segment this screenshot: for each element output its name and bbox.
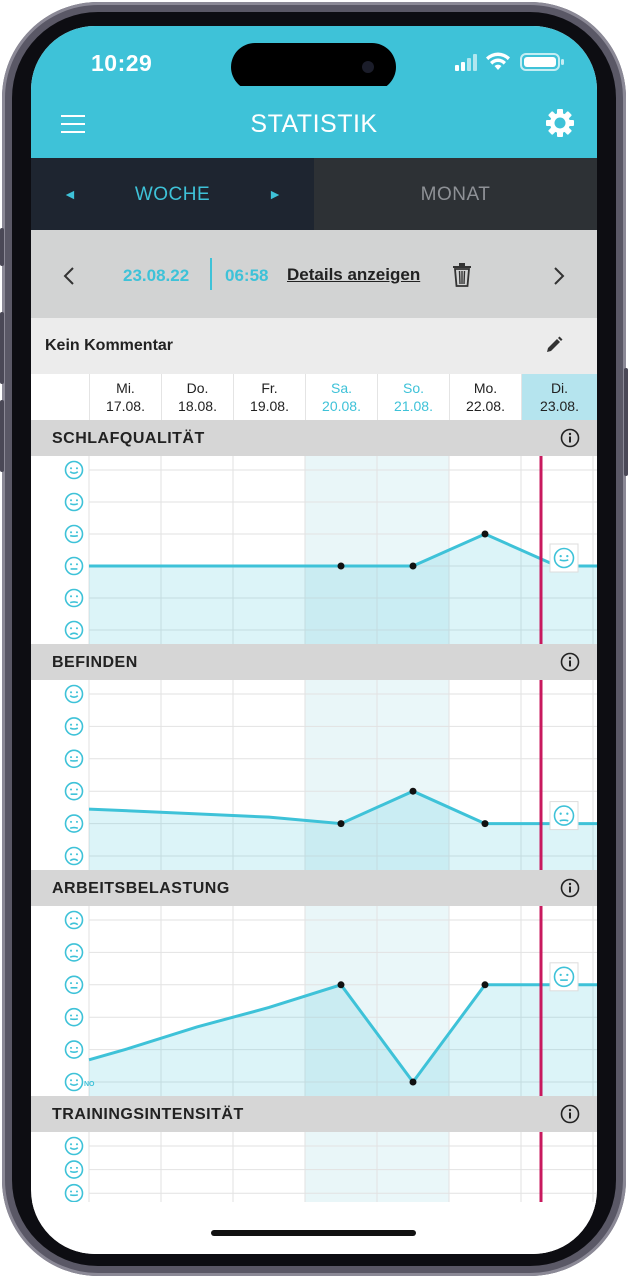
status-bar <box>31 26 597 86</box>
data-point <box>410 788 417 795</box>
day-date: 21.08. <box>394 398 433 414</box>
tab-month-label: MONAT <box>420 184 491 205</box>
section-title: BEFINDEN <box>52 654 138 671</box>
day-column-header <box>233 374 305 420</box>
day-column-header <box>161 374 233 420</box>
series-area <box>89 985 597 1096</box>
day-date: 23.08. <box>540 398 579 414</box>
page-title: STATISTIK <box>250 110 378 138</box>
edit-comment-pencil-icon[interactable] <box>545 336 563 354</box>
gear-icon[interactable] <box>545 108 575 138</box>
chart-svg <box>31 1132 597 1204</box>
status-time: 10:29 <box>91 50 153 76</box>
data-point <box>338 981 345 988</box>
day-column-header <box>305 374 377 420</box>
day-name: So. <box>402 380 424 396</box>
day-date: 20.08. <box>322 398 361 414</box>
scale-icons <box>66 1138 83 1202</box>
bottom-safe-area <box>31 1202 597 1254</box>
scale-icons <box>66 686 83 865</box>
info-icon[interactable] <box>560 652 580 672</box>
home-indicator[interactable] <box>211 1230 416 1236</box>
dynamic-island <box>231 43 396 91</box>
section-title: TRAININGSINTENSITÄT <box>52 1106 244 1123</box>
app-screen <box>31 26 597 1254</box>
trash-icon[interactable] <box>452 263 472 287</box>
mute-switch <box>0 228 4 266</box>
tab-month[interactable] <box>314 158 597 230</box>
scale-low-label: NO <box>84 1081 95 1088</box>
date-divider <box>210 258 212 290</box>
volume-down-button <box>0 400 4 472</box>
chart-svg <box>31 456 597 644</box>
workload-chart <box>31 906 597 1096</box>
info-icon[interactable] <box>560 428 580 448</box>
scale-icons <box>66 462 83 639</box>
day-header-row <box>31 374 597 420</box>
volume-up-button <box>0 312 4 384</box>
entry-time: 06:58 <box>225 266 269 285</box>
sleep-quality-chart <box>31 456 597 644</box>
info-icon[interactable] <box>560 1104 580 1124</box>
comment-bar <box>31 318 597 374</box>
section-header-sleep <box>31 420 597 456</box>
status-icons <box>455 52 567 72</box>
data-point <box>410 563 417 570</box>
data-point <box>482 531 489 538</box>
day-column-header <box>377 374 449 420</box>
previous-week-arrow-icon[interactable]: ◄ <box>63 186 77 202</box>
data-point <box>338 820 345 827</box>
wellbeing-chart <box>31 680 597 870</box>
chart-svg <box>31 906 597 1096</box>
data-point <box>482 981 489 988</box>
power-button <box>624 368 628 476</box>
wifi-icon <box>486 53 510 70</box>
previous-entry-chevron-icon[interactable] <box>63 266 75 286</box>
next-entry-chevron-icon[interactable] <box>553 266 565 286</box>
next-week-arrow-icon[interactable]: ► <box>268 186 282 202</box>
day-date: 18.08. <box>178 398 217 414</box>
data-point <box>338 563 345 570</box>
data-point <box>482 820 489 827</box>
period-tabs <box>31 158 597 230</box>
day-date: 19.08. <box>250 398 289 414</box>
section-title: ARBEITSBELASTUNG <box>52 880 230 897</box>
details-link[interactable]: Details anzeigen <box>287 265 421 284</box>
day-name: Mo. <box>473 380 498 396</box>
comment-text: Kein Kommentar <box>45 337 174 354</box>
date-navigation-bar <box>31 230 597 318</box>
app-bar <box>31 86 597 158</box>
day-name: Fr. <box>261 380 278 396</box>
day-name: Do. <box>186 380 209 396</box>
info-icon[interactable] <box>560 878 580 898</box>
section-header-training <box>31 1096 597 1132</box>
scale-icons <box>66 912 83 1091</box>
day-column-header <box>89 374 161 420</box>
battery-icon <box>521 54 564 70</box>
day-date: 17.08. <box>106 398 145 414</box>
day-date: 22.08. <box>466 398 505 414</box>
camera-icon <box>362 61 374 73</box>
day-column-header-today <box>521 374 597 420</box>
day-column-header <box>449 374 521 420</box>
entry-date: 23.08.22 <box>123 266 190 285</box>
day-name: Sa. <box>330 380 352 396</box>
section-header-wellbeing <box>31 644 597 680</box>
training-intensity-chart <box>31 1132 597 1204</box>
data-point <box>410 1079 417 1086</box>
chart-svg <box>31 680 597 870</box>
day-name: Di. <box>550 380 569 396</box>
tab-week[interactable] <box>31 158 314 230</box>
signal-icon <box>455 54 477 71</box>
tab-week-label: WOCHE <box>134 184 211 205</box>
section-title: SCHLAFQUALITÄT <box>52 430 205 447</box>
day-name: Mi. <box>116 380 135 396</box>
section-header-workload <box>31 870 597 906</box>
